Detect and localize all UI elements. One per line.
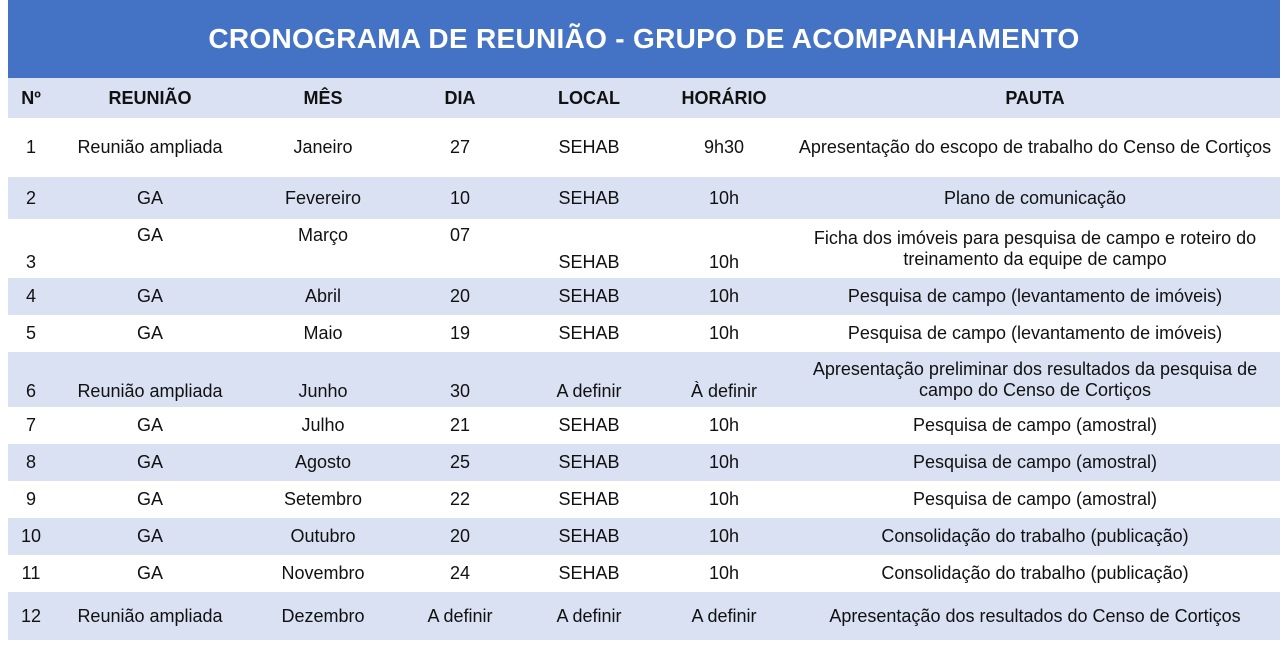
header-row <box>8 78 1280 118</box>
column-header-mes: MÊS <box>246 78 400 118</box>
cell-mes: Outubro <box>246 518 400 555</box>
cell-numero: 5 <box>8 315 54 352</box>
table-row <box>8 518 1280 555</box>
cell-horario: 10h <box>658 555 790 592</box>
cell-horario: 10h <box>658 278 790 315</box>
cell-horario: 10h <box>658 219 790 278</box>
table-row <box>8 177 1280 219</box>
cell-local: SEHAB <box>520 177 658 219</box>
cell-numero: 10 <box>8 518 54 555</box>
schedule-table <box>8 78 1280 640</box>
cell-mes: Março <box>246 219 400 278</box>
table-row <box>8 352 1280 407</box>
column-header-dia: DIA <box>400 78 520 118</box>
table-row <box>8 118 1280 177</box>
cell-mes: Agosto <box>246 444 400 481</box>
cell-mes: Julho <box>246 407 400 444</box>
cell-horario: 10h <box>658 444 790 481</box>
table-row <box>8 592 1280 640</box>
cell-mes: Fevereiro <box>246 177 400 219</box>
cell-mes: Maio <box>246 315 400 352</box>
cell-local: SEHAB <box>520 118 658 177</box>
cell-local: A definir <box>520 352 658 407</box>
cell-dia: 20 <box>400 278 520 315</box>
table-row <box>8 315 1280 352</box>
cell-pauta: Pesquisa de campo (amostral) <box>790 481 1280 518</box>
cell-reuniao: Reunião ampliada <box>54 592 246 640</box>
column-header-reuniao: REUNIÃO <box>54 78 246 118</box>
table-row <box>8 481 1280 518</box>
cell-reuniao: Reunião ampliada <box>54 352 246 407</box>
cell-horario: A definir <box>658 592 790 640</box>
cell-mes: Setembro <box>246 481 400 518</box>
cell-dia: 21 <box>400 407 520 444</box>
cell-reuniao: GA <box>54 444 246 481</box>
cell-reuniao: GA <box>54 518 246 555</box>
cell-local: SEHAB <box>520 444 658 481</box>
table-row <box>8 407 1280 444</box>
cell-dia: 19 <box>400 315 520 352</box>
cell-local: A definir <box>520 592 658 640</box>
cell-pauta: Pesquisa de campo (amostral) <box>790 444 1280 481</box>
cell-reuniao: GA <box>54 407 246 444</box>
page-title: CRONOGRAMA DE REUNIÃO - GRUPO DE ACOMPANHAMENTO <box>8 0 1280 78</box>
cell-local: SEHAB <box>520 518 658 555</box>
cell-pauta: Apresentação do escopo de trabalho do Censo de Cortiços <box>790 118 1280 177</box>
cell-dia: 22 <box>400 481 520 518</box>
cell-dia: 27 <box>400 118 520 177</box>
cell-numero: 2 <box>8 177 54 219</box>
cell-mes: Abril <box>246 278 400 315</box>
column-header-numero: Nº <box>8 78 54 118</box>
cell-numero: 9 <box>8 481 54 518</box>
cell-horario: 10h <box>658 315 790 352</box>
cell-horario: 10h <box>658 407 790 444</box>
cell-local: SEHAB <box>520 219 658 278</box>
cell-pauta: Consolidação do trabalho (publicação) <box>790 555 1280 592</box>
cell-numero: 1 <box>8 118 54 177</box>
schedule-sheet <box>8 0 1280 640</box>
column-header-local: LOCAL <box>520 78 658 118</box>
cell-mes: Janeiro <box>246 118 400 177</box>
table-row <box>8 278 1280 315</box>
column-header-pauta: PAUTA <box>790 78 1280 118</box>
cell-reuniao: GA <box>54 555 246 592</box>
cell-numero: 7 <box>8 407 54 444</box>
cell-reuniao: GA <box>54 315 246 352</box>
cell-mes: Junho <box>246 352 400 407</box>
cell-pauta: Pesquisa de campo (levantamento de imóveis) <box>790 278 1280 315</box>
cell-reuniao: GA <box>54 278 246 315</box>
cell-dia: 10 <box>400 177 520 219</box>
cell-pauta: Pesquisa de campo (amostral) <box>790 407 1280 444</box>
cell-pauta: Apresentação dos resultados do Censo de Cortiços <box>790 592 1280 640</box>
cell-numero: 3 <box>8 219 54 278</box>
table-row <box>8 555 1280 592</box>
column-header-horario: HORÁRIO <box>658 78 790 118</box>
table-row <box>8 444 1280 481</box>
table-row <box>8 219 1280 278</box>
cell-dia: 20 <box>400 518 520 555</box>
cell-local: SEHAB <box>520 555 658 592</box>
cell-local: SEHAB <box>520 278 658 315</box>
cell-dia: 07 <box>400 219 520 278</box>
cell-mes: Novembro <box>246 555 400 592</box>
cell-reuniao: GA <box>54 481 246 518</box>
cell-pauta: Consolidação do trabalho (publicação) <box>790 518 1280 555</box>
cell-pauta: Apresentação preliminar dos resultados da pesquisa de campo do Censo de Cortiços <box>790 352 1280 407</box>
cell-numero: 12 <box>8 592 54 640</box>
cell-numero: 11 <box>8 555 54 592</box>
cell-horario: 9h30 <box>658 118 790 177</box>
cell-horario: À definir <box>658 352 790 407</box>
cell-dia: 25 <box>400 444 520 481</box>
cell-numero: 6 <box>8 352 54 407</box>
cell-reuniao: GA <box>54 219 246 278</box>
cell-numero: 8 <box>8 444 54 481</box>
cell-local: SEHAB <box>520 481 658 518</box>
cell-horario: 10h <box>658 177 790 219</box>
cell-local: SEHAB <box>520 407 658 444</box>
cell-pauta: Ficha dos imóveis para pesquisa de campo e roteiro do treinamento da equipe de campo <box>790 219 1280 278</box>
cell-pauta: Plano de comunicação <box>790 177 1280 219</box>
cell-mes: Dezembro <box>246 592 400 640</box>
cell-horario: 10h <box>658 481 790 518</box>
cell-pauta: Pesquisa de campo (levantamento de imóveis) <box>790 315 1280 352</box>
cell-dia: A definir <box>400 592 520 640</box>
cell-numero: 4 <box>8 278 54 315</box>
cell-dia: 24 <box>400 555 520 592</box>
cell-reuniao: GA <box>54 177 246 219</box>
cell-reuniao: Reunião ampliada <box>54 118 246 177</box>
cell-local: SEHAB <box>520 315 658 352</box>
cell-horario: 10h <box>658 518 790 555</box>
cell-dia: 30 <box>400 352 520 407</box>
